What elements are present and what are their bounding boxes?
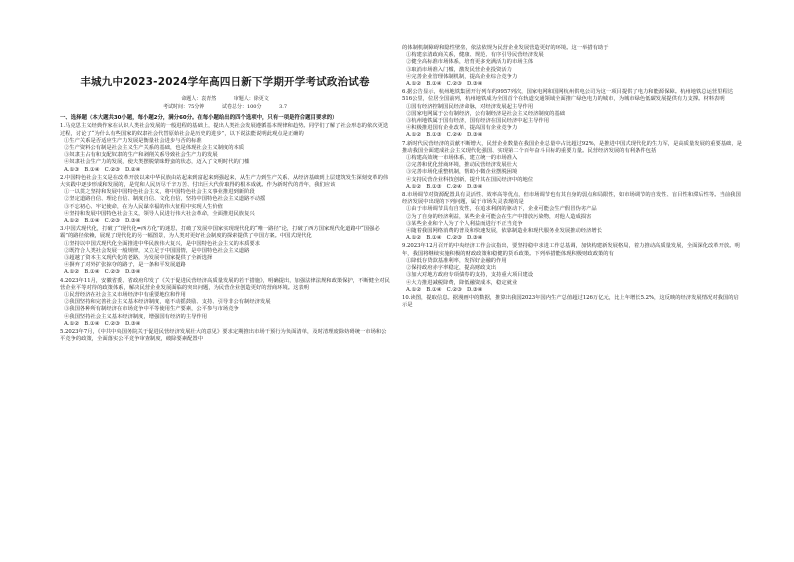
question-option: ①一以贯之坚持和发展中国特色社会主义，将中国特色社会主义事业推进到新阶段 [64,189,255,196]
question [60,175,390,225]
question [402,295,742,309]
question-option: ②国家电网属于公有制经济，公有制经济是社会主义经济制度的基础 [406,110,565,117]
question-option: ①民营经济在社会主义市场经济中有重要地位和作用 [64,292,186,299]
exam-meta-line-1 [60,95,390,103]
question-option: ③完善市场化重整机制，帮助小微企业摆脱困境 [406,169,518,176]
answer-choices: A.①② B.①③ C.②④ D.③④ [406,183,483,190]
question-option: ②健全高标准市场体系，培育更多充满活力的市场主体 [406,59,534,66]
question-option: ④奴隶社会生产力的发展，使夫类摆脱蒙昧野蛮的状态，迈入了文明时代的门槛 [64,159,250,166]
right-column [402,44,742,562]
question-option: ③超越了资本主义现代化的老路，为发展中国家提供了全新选择 [64,255,213,262]
answer-choices: A.①③ B.①④ C.②③ D.②④ [64,166,141,173]
question [402,192,742,242]
answer-choices: A.①② B.①④ C.②③ D.③④ [406,235,483,242]
setter: 命题人：袁青然 [181,96,217,102]
question-stem: 8.市场调节对资源配置具有灵活性、效率高等优点，但市场调节也有其自身的弱点和局限性，如市场调节的自发性、盲目性和滞后性等。当前我国经济发展中出现的下列问题，属于市场失灵表现的是 [402,192,741,206]
question-stem: 1.马克思主义经典作家在认识人类社会发展的一般进程的基础上，提出人类社会发展遵循基本规律和趋势。同学们了解了社会形态的依次更迭过程，讨论了“为什么有些国家的奴隶社会代替原始社会是历史的进步”，以下说法能说明此观点是正确的 [60,123,389,137]
question [60,329,390,343]
exam-title: 丰城九中2023-2024学年高四日新下学期开学考试政治试卷 [80,76,370,88]
question-stem: 5.2023年7月，《中共中央国务院关于促进民营经济发展壮大的意见》要求定期推出市场干预行为负面清单，及时清理废除妨碍统一市场和公平竞争的政策，全面落实公平竞争审查制度，破除要素配置中 [60,329,387,343]
question [60,278,390,328]
question-option: ③我国各种所有制经济在市场竞争中平等使用生产要素，公平参与市场竞争 [64,306,239,313]
question [402,45,742,88]
question [402,89,742,139]
question-stem: 9.2023年12月召开的中央经济工作会议指出，要坚持稳中求进工作总基调，加快构建新发展格局，着力推动高质量发展，全面深化改革开放。明年，我国将继续实施积极的财政政策和稳健的货币政策。下列举措能体现积极财政政策的有 [402,243,740,257]
exam-time: 考试时间：75分钟 [162,104,205,110]
question-stem: 10.读图，提取信息。据漫画中的数据，推算出我国2023年国内生产总值超过126万亿元，比上年增长5.2%，这反映的经济发展情况对我国的启示是 [402,294,739,309]
question-option: ②坚定道路自信、理论自信、制度自信、文化自信，坚持中国特色社会主义道路不动摇 [64,196,266,203]
answer-choices: A.①② B.①④ C.②③ D.③④ [64,269,141,276]
question-stem: 4.2023年11月，安徽省委、省政府印发了《关于促进民营经济高质量发展的若干措施》，明确提出，加强法律法规和政策保护，不断健全对民营企业平等对待的政策体系，解决民营企业发展面临的突出问题，为民营企业创造更好的营商环境。这表明 [60,277,390,291]
exam-date: 3.7 [279,104,288,110]
answer-choices: A.①② B.①③ C.②④ D.③④ [406,132,483,139]
question-option: ②完善和优化营商环境，推动民营经济发展壮大 [406,162,518,169]
question-option: ①坚持以中国式现代化全面推进中华民族伟大复兴，是中国特色社会主义的本质要求 [64,240,260,247]
question-stem: 的体制机制障碍和隐性壁垒，依法依规为民营企业发展营造更好的环境。这一举措有助于 [402,45,609,51]
question-option: ①生产关系是否适应生产力发展是衡量社会进步与否的标准 [64,137,202,144]
exam-score: 试卷总分：100分 [221,104,262,110]
question-option: ③某些企业和个人为了个人利益而进行不正当竞争 [406,220,523,227]
question-option: ②我国坚持和完善社会主义基本经济制度，毫不动摇鼓励、支持、引导非公有制经济发展 [64,299,271,306]
question-stem: 7.新时代民营经济的贡献不断增大，民营企业数量在我国企业总量中占比超过92%，是推进中国式现代化的生力军，是高质量发展的重要基础，是推动我国全面建成社会主义现代化强国、实现第二个百年奋斗目标的重要力量。民营经济发展的有利条件包括 [402,140,742,154]
exam-meta-line-2 [60,103,390,111]
question-option: ③不忘初心、牢记使命，在为人民谋幸福的伟大征程中实现人生价值 [64,203,223,210]
answer-choices: A.①② B.①④ C.②③ D.③④ [64,218,141,225]
question-option: ④积极推进国有企业改革，提高国有企业竞争力 [406,125,518,132]
question-option: ④随着我国网络消费的普及和快速发展，依靠制造业和现代服务业发展推动经济增长 [406,228,602,235]
question-option: ②保持政府赤字率稳定，提高财政支出 [406,265,497,272]
question [60,226,390,276]
question-stem: 6.据公告显示，杭州地铁集团开行列车约9957列次，国家电网和国网杭州供电公司为这一项目提供了电力和能源保障。杭州地铁总运营里程达516公里，位居全国前列，杭州地铁成为全国首个在轨道交通领域全面推广绿色电力的城市，为城市绿色低碳发展提供有力支撑。材料表明 [402,89,734,103]
question-option: ①由于市场调节具有自发性，在追求利润的驱动下，企业可能会生产假冒伪劣产品 [406,206,597,213]
question-option: ③取消市场准入门槛，激发民营企业投资活力 [406,66,512,73]
question-stem: 2.中国特色社会主义是在改革开放以来中华民族由站起来到富起来到强起来，从生产力到生产关系、从经济基础到上层建筑发生深刻变革的伟大实践中逐步形成和发展的，是党和人民历尽千辛万苦、付出巨大代价取得的根本成就。作为新时代的青年，我们应该 [60,174,389,189]
question [60,123,390,173]
answer-choices: A.①② B.①④ C.②③ D.③④ [64,320,141,327]
question-option: ④摒弃了对外扩张掠夺的路子，是一条和平发展道路 [64,262,186,269]
question-option: ④我国坚持社会主义基本经济制度，增强国有经济的主导作用 [64,313,208,320]
question-option: ①国有经济控制国民经济命脉，对经济发展起主导作用 [406,103,534,110]
question-option: ④大力推进减税降费，降低融资成本，稳定就业 [406,279,518,286]
question-option: ①构建亲清政商关系，健康、规范、有序引导民营经济发展 [406,52,544,59]
question-option: ①构建高效统一市场体系，建立统一的市场准入 [406,155,518,162]
question-option: ②生产资料公有制是社会主义生产关系的基础，也是体现社会主义制度的本质 [64,145,245,152]
left-question-list [60,123,390,343]
answer-choices: A.①② B.①④ C.②③ D.③④ [406,81,483,88]
question-option: ②既符合人类社会发展一般规律，又立足于中国国情，是中国特色社会主义道路 [64,247,250,254]
question-option: ①降低存贷款基准利率，发挥好金融的作用 [406,257,507,264]
question [402,243,742,293]
question-stem: 3.中国式现代化，打破了“现代化=西方化”的迷思，打破了发展中国家实现现代化的“唯一路径”论，打破了西方国家现代化道路中“国强必霸”的路径依赖，展现了现代化的另一幅图景，为人类对更好社会制度的探索提供了中国方案。中国式现代化 [60,226,380,240]
question-option: ④支持民营企业科技创新，提升其在国民经济中的地位 [406,176,534,183]
question-option: ③加大对地方政府专项债券的支持，支持重大项目建设 [406,272,534,279]
right-question-list [402,45,742,309]
reviewer: 审题人：徐更文 [233,96,269,102]
question-option: ③杭州地铁属于国有经济，国有经济在国民经济中起主导作用 [406,118,550,125]
question [402,141,742,191]
question-option: ④完善企业管理体制机制，提高企业综合竞争力 [406,73,518,80]
answer-choices: A.①② B.①④ C.②③ D.③④ [406,286,483,293]
left-column [60,74,390,562]
section-heading: 一、选择题（本大题共30小题，每小题2分，满分60分。在每小题给出的四个选项中，只有一项是符合题目要求的） [60,115,338,121]
question-option: ④坚持和发展中国特色社会主义，领导人民进行伟大社会革命，全面推进民族复兴 [64,210,255,217]
question-option: ③奴隶主占有和支配奴隶的生产和剥削关系导致社会生产力的发展 [64,152,218,159]
question-option: ②为了自身的经济利益，某些企业可能会在生产中排放污染物，对他人造成损害 [406,213,592,220]
